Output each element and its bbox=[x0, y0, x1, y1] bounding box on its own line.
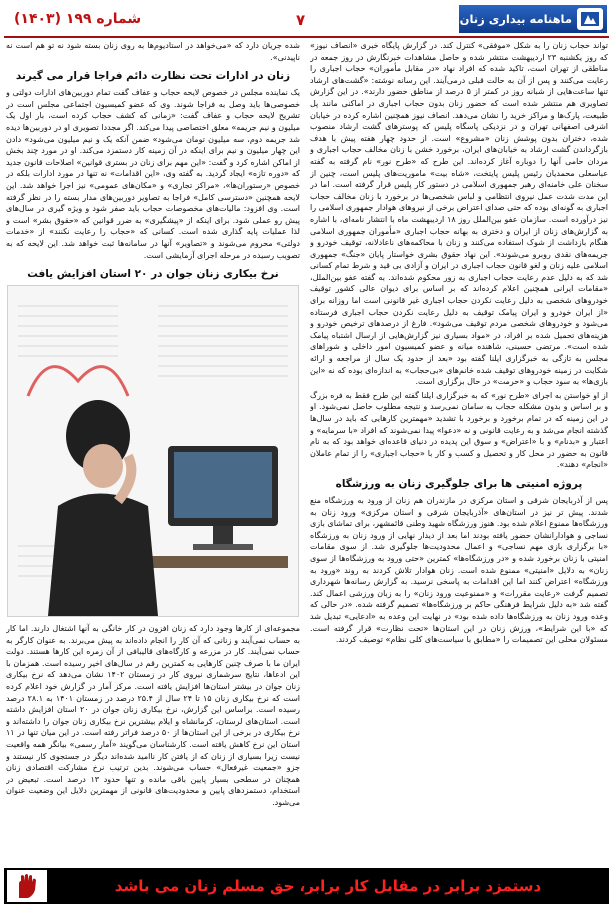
paragraph: مجموعه‌ای از کارها وجود دارد که زنان افزون در کار خانگی به آنها اشتغال دارند. اما کار به حساب نمی‌آیند و زنانی که آن کار را انجام داده‌اند به پیش می‌برند. به عنوان کارگر به حساب نمی‌آیند. کار در مزرعه و کارگاه‌های قالیبافی از آن زمره این کارها هستند. دولت ایران ما با صرف چنین کارهایی به کمترین رقم در سال‌های اخیر رسیده است. همزمان با این ادعاها، نتایج سرشماری نیروی کار در زمستان ۱۴۰۲ نشان می‌دهد که نرخ بیکاری زنان جوان در بیشتر استان‌ها افزایش یافته است. مرکز آمار در گزارش خود اعلام کرده است که نرخ بیکاری زنان ۱۵ تا ۲۴ سال از ۲۵.۴ درصد در زمستان ۱۴۰۱ به ۲۸.۱ درصد رسیده است. براساس این گزارش، نرخ بیکاری زنان جوان در ۲۰ استان افزایش داشته است. استان‌های لرستان، کرمانشاه و ایلام بیشترین نرخ بیکاری زنان جوان را داشته‌اند و نرخ بیکاری در برخی از این استان‌ها از ۵۰ درصد فراتر رفته است. در این میان تنها در ۱۱ استان این نرخ کاهش یافته است. کارشناسان می‌گویند «آمار رسمی» بیانگر همه واقعیت نیست زیرا بسیاری از زنان که از یافتن کار ناامید شده‌اند دیگر در جستجوی کار نیستند و جزو «جمعیت غیرفعال» حساب می‌شوند. بدین ترتیب نرخ مشارکت اقتصادی زنان همچنان در سطحی بسیار پایین باقی مانده و تنها حدود ۱۳ درصد است. تبعیض در استخدام، دستمزدهای پایین و محدودیت‌های قانونی از مهمترین دلایل این وضعیت عنوان می‌شود. bbox=[6, 624, 300, 807]
logo-emblem-icon bbox=[577, 8, 603, 30]
magazine-logo bbox=[459, 5, 607, 33]
paragraph: تواند حجاب زنان را به شکل «موفقی» کنترل کند. در گزارش پایگاه خبری «انصاف نیوز» که روز یکشنبه ۲۳ اردیبهشت منتشر شده و حاصل مشاهدات خبرنگارش در روز جمعه در مناطقی از تهران است، تاکید شده که افراد نهاد «در مقابل مأموران» حجاب اجباری را رعایت می‌کنند و پس از آن به حالت قبلی درمی‌آیند. این رسانه نوشته: «گشت‌های ارشاد تنها ساعت‌هایی از شبانه روز در کمتر از ۵ درصد از مناطق حضور دارند». در این گزارش تصاویری هم منتشر شده است که حضور زنان بدون حجاب اجباری در اماکنی مانند پل طبیعت، پارک‌ها و مراکز خرید را نشان می‌دهد. انصاف نیوز همچنین اشاره کرده در خیابان اشرفی اصفهانی تهران و در نزدیکی پاسگاه پلیس که پوسترهای گشت ارشاد منصوب شده، دختران بدون پوشش زنان «مشروع» است. از حدود چهار هفته پیش با هدف بازگرداندن گشت ارشاد به خیابان‌های ایران، برخورد خشن با زنان مخالف حجاب اجباری و مردان حامی آنها را دوباره آغاز کرده‌اند. این طرح که «طرح نور» نام گرفته به گفته عباسعلی محمدیان رئیس پلیس پایتخت، «شاه بیت» ماموریت‌های پلیس است، چنین از سخنان علی خامنه‌ای رهبر جمهوری اسلامی در دستور کار پلیس قرار گرفته است. اما در این مدت شدت عمل نیروی انتظامی و لباس شخصی‌ها در برخورد با زنان مخالف حجاب اجباری به گونه‌ای بوده که حتی صدای اعتراض برخی از نیروهای هوادار جمهوری اسلامی را نیز درآورده است. سازمان عفو بین‌الملل روز ۱۸ اردیبهشت ماه با انتشار نامه‌ای، با اشاره به گزارش‌های زنان از ایران و دختری به بهانه حجاب اجباری «مأموران جمهوری اسلامی هنگام بازداشت از شوک استفاده می‌کنند و زنان با محاکمه‌های ناعادلانه، توقیف خودرو و جریمه‌های نقدی روبرو می‌شوند». این نهاد حقوق بشری خواستار پایان «جنگ» جمهوری اسلامی علیه زنان و لغو قانون حجاب اجباری در ایران و آزادی بی قید و شرط تمام کسانی شد که به دلیل عدم رعایت حجاب اجباری به زور محکوم شده‌اند. به گفته عفو بین‌الملل، «مقامات ایرانی همچنین اعلام کرده‌اند که بر اساس برای دیوان عالی کشور توقیف خودروهای شخصی به دلیل رعایت نکردن حجاب اجباری غیر قانونی است اما روزانه برای «از ایران خودرو و ایران پیامک توقیف به دلیل رعایت نکردن حجاب اجباری فرستاده می‌شود و خودروهای شخصی مردم توقیف می‌شود». فارغ از درصدهای ترخیص خودرو و هزینه‌های تحمیل شده بر افراد، در «مواد بسیاری نیز گزارش‌هایی از ارسال اشتباه پیامک شده است». مرتضی حسینی، شاهنده میانه و عضو کمیسیون امور داخلی و شوراهای مجلس به تازگی به خبرگزاری ایلنا گفته بود «بعد از حدود یک سال از مراجعه و ارائه شکایت در زمینه خودروهای توقیف شده خانم‌های «بی‌حجاب» به اندازه‌ای بوده که نه «این بازی‌ها» به سود حجاب و «حرمت» در حال برگزاری است. bbox=[310, 41, 608, 387]
paragraph: یک نماینده مجلس در خصوص لایحه حجاب و عفاف گفت تمام دوربین‌های ادارات دولتی و خصوصی‌ها باید وصل به فراجا شوند. وی که عضو کمیسیون اجتماعی مجلس است در تشریح لایحه حجاب و عفاف گفت: «زمانی که کشف حجاب کرده است، بار اول یک میلیون و نیم جریمه» معلق اختصاصی پیدا می‌کند. اگر مجددا تصویری او در دوربین‌ها دیده شد جریمه دوم، سه میلیون تومان می‌شود» ضمن آنکه یک و نیم میلیون می‌شود» دادن این چهار میلیون و نیم برای اینکه در آن زمینه کار دستمزد می‌کند. او در مورد چند بخش از اماکن اشاره کرد و گفت: «این مهم برای زنان در بستری قوانین» اصلاحات قانون جدید که «دوره تازه» ایجاد گردید. به گفته وی، «این اقدامات» نه تنها در مورد ادارات بلکه در خصوص «رستوران‌ها»، «مراکز تجاری» و «مکان‌های عمومی» نیز اجرا خواهد شد. این لایحه همچنین «دسترسی کامل» فراجا به تصاویر دوربین‌های مدار بسته را در نظر گرفته است. وی افزود: مالیات‌های مخصوصات حجاب باید صفر شود و ویژه گیری در سال‌های پیش رو عملی شود. برای اینکه از «پیشگیری» به ضرر قوانین که «حقوق بشر» است و لذا عملیات پایه گذاری شده است. کسانی که «حجاب را رعایت نکنند» از «خدمات دولتی» محروم می‌شوند و «تصاویر» آنها در سامانه‌ها ثبت خواهد شد. این لایحه که به تصویب رسیده در مرحله اجرای آزمایشی است. bbox=[6, 88, 300, 260]
paragraph: پس از آذربایجان شرقی و استان مرکزی در مازندران هم زنان از ورود به ورزشگاه منع شدند. پیش تر نیز در استان‌های «آذربایجان شرقی و استان مرکزی» ورود زنان به ورزشگاه‌ها ممنوع اعلام شده بود. هنوز ورزشگاه شهید وطنی قائمشهر، برای تماشای بازی نساجی و هوادارانشان حضور یافته بودند اما بعد از دیدار نهایی از ورود زنان به ورزشگاه «با برگزاری بازی مهم نساجی» و اعمال محدودیت‌ها جلوگیری شد. از سوی مقامات امنیتی با زنان برخورد شده و «در ورزشگاه‌ها» کمترین «حتی ورود به ورزشگاه‌ها از سوی زنان» به دلایل «امنیتی» ممنوع شده است. زنان هوادار تلاش کردند به روند «ورود به ورزشگاه» اعتراض کنند اما این اقدامات به پاسخی نرسید. به گزارش رسانه‌ها شهرداری تصمیم گرفت «رعایت مقررات» و «ممنوعیت ورود زنان» را به زبان ورزشی اعمال کند. گفته شد «به دلیل شرایط فرهنگی حاکم بر ورزشگاه‌ها» تصمیم گرفته شده. «در حالی که وعده ورود زنان به ورزشگاه‌ها داده شده بود» در نهایت این وعده به «ادعایی» تبدیل شد که «با این شرایط»، ورزش زنان در این استان‌ها «تحت نظارت» قرار گرفته است. مسئولان محلی این تصمیمات را «مطابق با سیاست‌های کلی نظام» توصیف کردند. bbox=[310, 495, 608, 645]
stop-hand-icon bbox=[7, 870, 47, 902]
footer-slogan: دستمزد برابر در مقابل کار برابر، حق مسلم زنان می باشد bbox=[114, 877, 542, 895]
page-number: ۷ bbox=[296, 11, 306, 29]
issue-number: شماره ۱۹۹ (۱۴۰۳) bbox=[14, 11, 142, 27]
paragraph: از او خواستن به اجرای «طرح نور» که به خبرگزاری ایلنا گفته این طرح فقط به فره بزرگ و بر اساس و بدون مشکله حجاب به سامان نمی‌رسد و نتیجه مطلوب حاصل نمی‌شود. او در این زمینه که در تمام برخورد و برخورد با تشدید «مهمترین کارهایی که باید در سال‌ها گذشته انجام می‌شد و به رعایت قانونی و نه «دعوا» پیدا نمی‌شوند که افراد «با سرمایه» و اعتبار و «بدنام» و با «اعتراض» و سوق این پدیده در دنیای قاعده‌ای خواهد بود که به نام قانون به حضور در محل کار و تحصیل و کسب و کار با «حجاب اجباری» را از تمام عاملان «انجام» دهند». bbox=[310, 390, 608, 470]
footer-banner bbox=[4, 868, 609, 904]
article-column-left bbox=[6, 40, 300, 858]
article-column-right bbox=[310, 40, 608, 858]
paragraph: شده جریان دارد که «می‌خواهد در استادیوم‌ها به روی زنان بسته شود نه تو هم است نه ناپیدنی». bbox=[6, 41, 300, 62]
magazine-title: ماهنامه بیداری زنان bbox=[459, 12, 572, 26]
heading-unemployment: نرخ بیکاری زنان جوان در ۲۰ استان افزایش یافت bbox=[27, 268, 279, 281]
article-photo bbox=[7, 285, 299, 617]
heading-sports-ban: پروژه امنیتی ها برای جلوگیری زنان به ورزشگاه bbox=[335, 477, 583, 490]
heading-surveillance: زنان در ادارات تحت نظارت دائم فراجا قرار می گیرند bbox=[15, 70, 291, 83]
page-header bbox=[4, 4, 609, 38]
